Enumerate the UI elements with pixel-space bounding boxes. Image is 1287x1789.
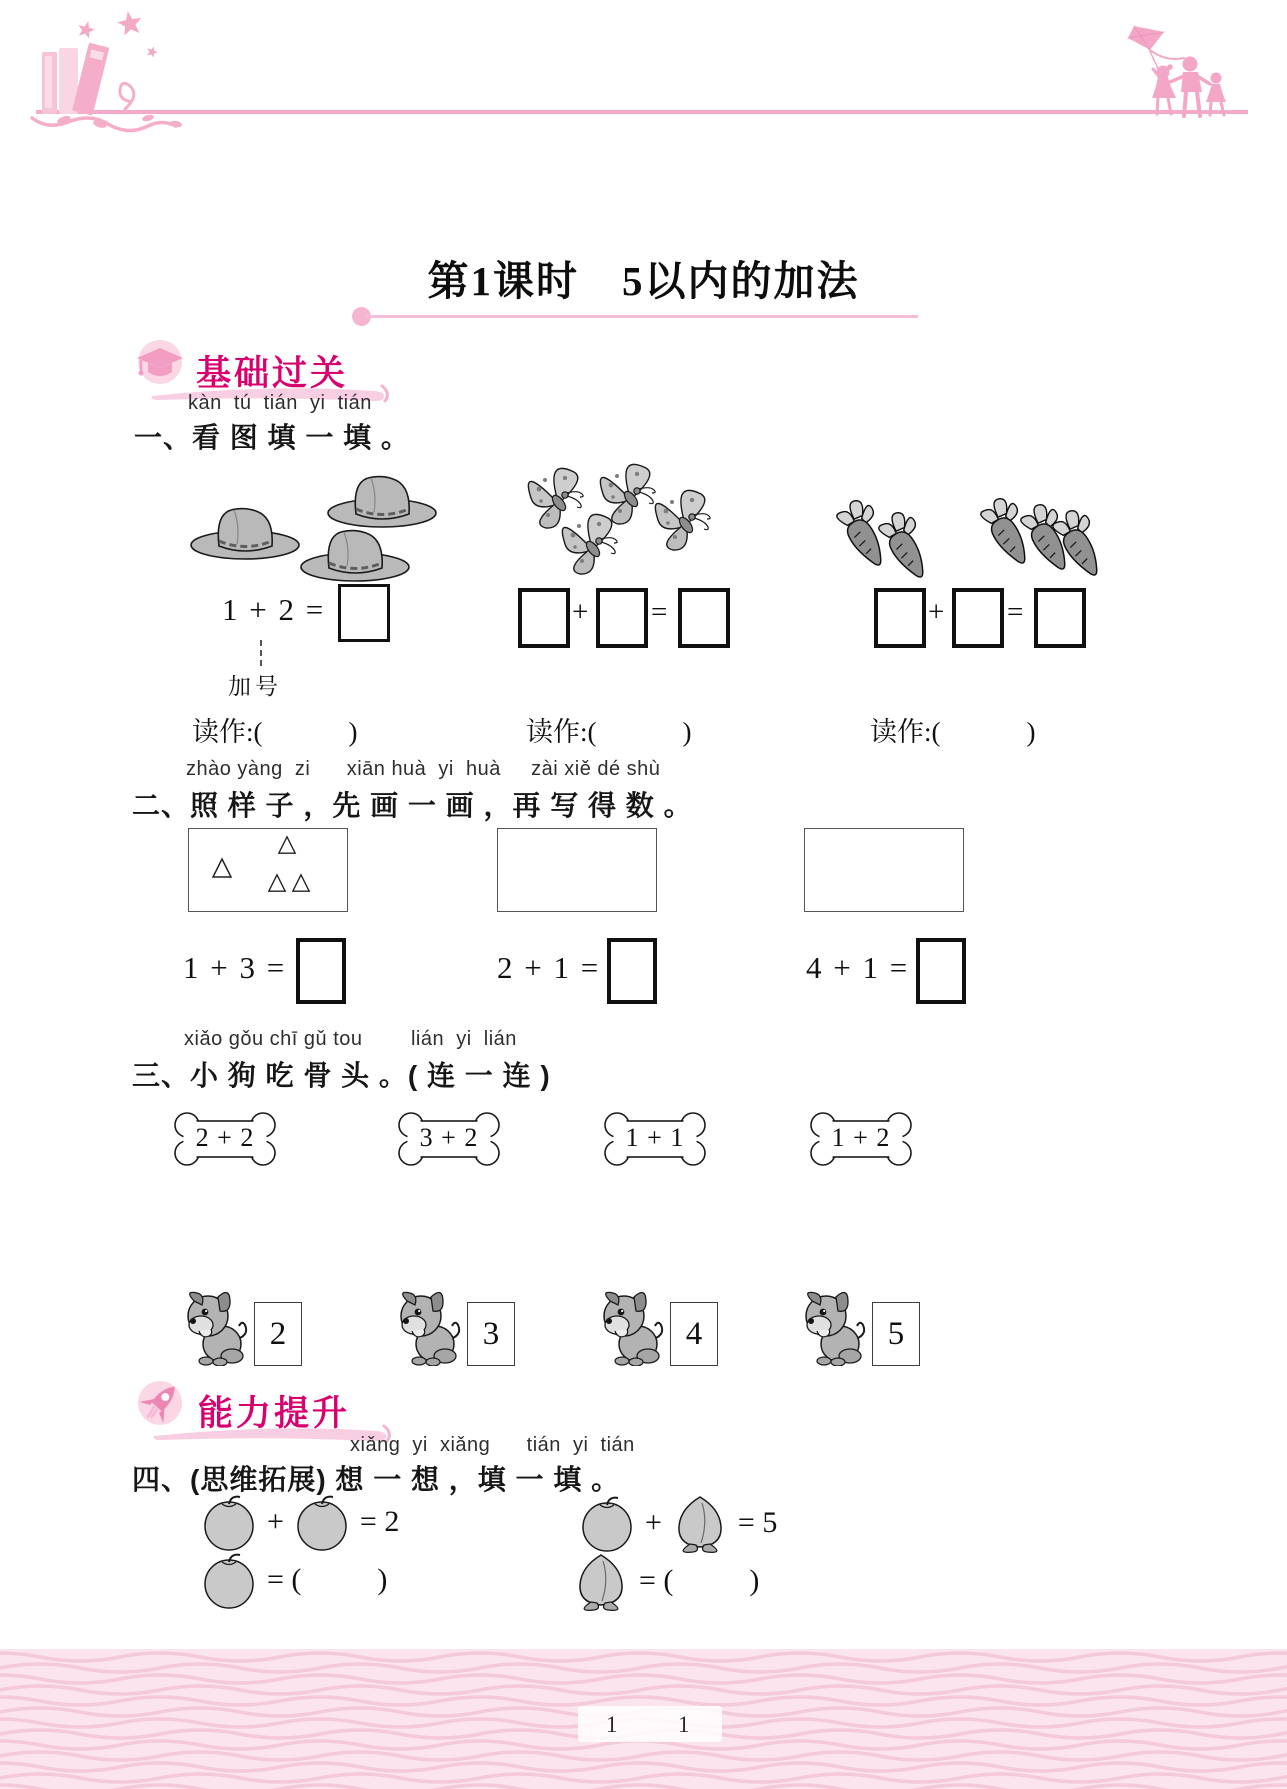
equals-operator: = (1007, 596, 1024, 628)
dog-number-box[interactable]: 3 (467, 1302, 515, 1366)
apple-icon (293, 1492, 351, 1552)
header-rule (36, 110, 1248, 114)
bone-card[interactable] (170, 1110, 280, 1168)
example-frame-with-triangles (188, 828, 348, 912)
page-number-right: 1 (678, 1712, 690, 1737)
q2-equation-lhs: 1 + 3 = (183, 950, 287, 985)
q2-equation-lhs: 2 + 1 = (497, 950, 601, 985)
q2-question-text: 二、照 样 子 ，先 画 一 画 ，再 写 得 数 。 (132, 790, 693, 821)
plus-operator: + (645, 1506, 662, 1539)
title-underline (366, 315, 918, 318)
q3-question-text: 三、小 狗 吃 骨 头 。( 连 一 连 ) (132, 1060, 551, 1091)
reading-blank[interactable] (870, 710, 1036, 749)
triangle-icon (291, 873, 311, 893)
puppy-icon[interactable] (395, 1288, 465, 1366)
answer-close: ) (749, 1564, 760, 1597)
butterfly-icon (552, 504, 626, 578)
read-close: ) (1026, 717, 1036, 747)
q2-equation-lhs: 4 + 1 = (806, 950, 910, 985)
books-and-stars-decoration-icon (28, 12, 203, 137)
reading-blank[interactable] (192, 710, 358, 749)
triangle-icon (211, 857, 233, 879)
bone-card[interactable] (600, 1110, 710, 1168)
q4-right-answer[interactable] (572, 1550, 759, 1612)
equals-operator: = (651, 596, 668, 628)
answer-box[interactable] (1034, 588, 1086, 648)
section-badge-basic: 基础过关 (196, 354, 349, 393)
read-label: 读作:( (192, 717, 263, 747)
rocket-icon (134, 1378, 188, 1428)
read-close: ) (682, 717, 692, 747)
bone-expression: 3 + 2 (419, 1122, 479, 1152)
answer-box[interactable] (596, 588, 648, 648)
plus-operator: + (572, 596, 589, 628)
graduation-cap-icon (132, 338, 186, 388)
apple-icon (200, 1550, 258, 1610)
answer-box[interactable] (338, 584, 390, 642)
page-number-left: 1 (606, 1712, 618, 1737)
answer-box[interactable] (678, 588, 730, 648)
q2-pinyin: zhào yàng zi xiān huà yi huà zài xiě dé shù (186, 758, 661, 780)
triangle-icon (267, 873, 287, 893)
bone-expression: 1 + 1 (625, 1122, 685, 1152)
equation-result: = 5 (737, 1506, 778, 1539)
plus-sign-annotation: 加号 (228, 674, 282, 699)
butterfly-icon (645, 480, 719, 554)
peach-icon (671, 1492, 729, 1554)
hat-icon (325, 468, 440, 530)
puppy-icon[interactable] (182, 1288, 252, 1366)
page-number-strip (578, 1706, 722, 1742)
answer-open: = ( (267, 1563, 302, 1596)
q1-equation-lhs: 1 + 2 = (222, 592, 326, 627)
page-title: 第1课时 5以内的加法 (427, 258, 860, 304)
q4-pinyin: xiǎng yi xiǎng tián yi tián (350, 1434, 635, 1456)
reading-blank[interactable] (526, 710, 692, 749)
hat-icon (298, 522, 413, 584)
read-close: ) (348, 717, 358, 747)
bone-card[interactable] (394, 1110, 504, 1168)
hat-icon (188, 500, 303, 562)
dog-number-box[interactable]: 2 (254, 1302, 302, 1366)
answer-box[interactable] (607, 938, 657, 1004)
bone-expression: 1 + 2 (831, 1122, 891, 1152)
puppy-icon[interactable] (598, 1288, 668, 1366)
q4-left-equation (200, 1492, 399, 1552)
puppy-icon[interactable] (800, 1288, 870, 1366)
q4-right-equation (578, 1492, 777, 1554)
q1-pinyin: kàn tú tián yi tián (188, 392, 372, 414)
answer-box[interactable] (874, 588, 926, 648)
q3-pinyin: xiǎo gǒu chī gǔ tou lián yi lián (184, 1028, 517, 1050)
q4-question-text: 四、(思维拓展) 想 一 想 ，填 一 填 。 (132, 1464, 621, 1495)
bone-card[interactable] (806, 1110, 916, 1168)
drawing-frame[interactable] (804, 828, 964, 912)
drawing-frame[interactable] (497, 828, 657, 912)
answer-box[interactable] (916, 938, 966, 1004)
answer-box[interactable] (952, 588, 1004, 648)
plus-operator: + (928, 596, 945, 628)
q1-question-text: 一、看 图 填 一 填 。 (134, 422, 410, 453)
peach-icon (572, 1550, 630, 1612)
answer-box[interactable] (518, 588, 570, 648)
section-badge-advanced: 能力提升 (198, 1394, 351, 1433)
answer-box[interactable] (296, 938, 346, 1004)
read-label: 读作:( (526, 717, 597, 747)
dog-number-box[interactable]: 5 (872, 1302, 920, 1366)
dog-number-box[interactable]: 4 (670, 1302, 718, 1366)
answer-open: = ( (639, 1564, 674, 1597)
apple-icon (200, 1492, 258, 1552)
family-flying-kite-decoration-icon (1108, 20, 1258, 120)
equation-result: = 2 (359, 1505, 400, 1538)
plus-operator: + (267, 1505, 284, 1538)
read-label: 读作:( (870, 717, 941, 747)
q4-left-answer[interactable] (200, 1550, 387, 1610)
answer-close: ) (377, 1563, 388, 1596)
triangle-icon (277, 835, 297, 855)
plus-sign-pointer-line (260, 640, 262, 666)
bone-expression: 2 + 2 (195, 1122, 255, 1152)
apple-icon (578, 1493, 636, 1553)
